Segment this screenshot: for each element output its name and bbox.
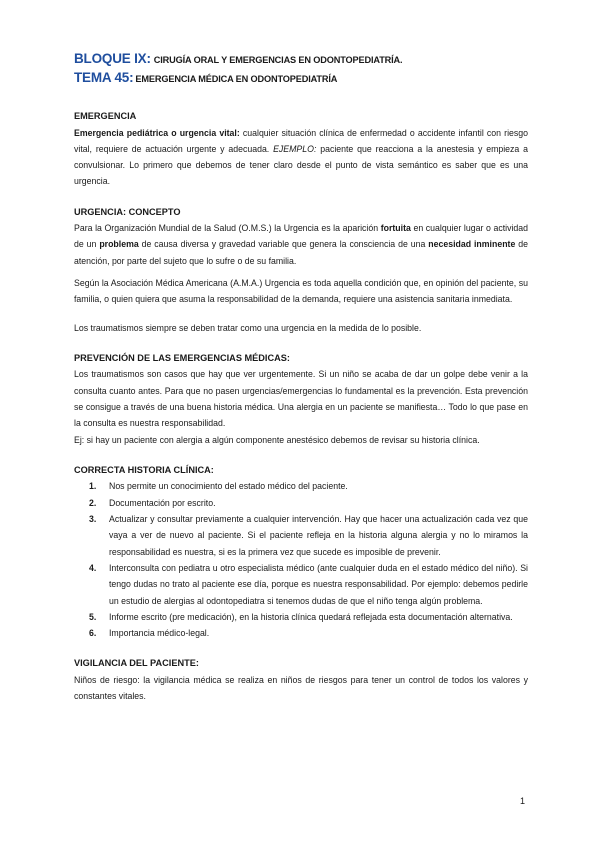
vigilancia-paragraph: Niños de riesgo: la vigilancia médica se realiza en niños de riesgos para tener un control de todos los valores y constantes vitales. — [74, 674, 528, 702]
example-label: EJEMPLO: — [273, 143, 317, 154]
urgencia-paragraph-3: Los traumatismos siempre se deben tratar como una urgencia en la medida de lo posible. — [74, 322, 422, 333]
theme-header — [74, 69, 528, 88]
list-item: 5. Informe escrito (pre medicación), en la historia clínica quedará reflejada esta documentación alternativa. — [89, 611, 513, 622]
section-title-emergencia: EMERGENCIA — [74, 111, 137, 121]
emergencia-term: Emergencia pediátrica o urgencia vital: — [74, 127, 240, 138]
prevencion-paragraph-2: Ej: si hay un paciente con alergia a algún componente anestésico debemos de revisar su historia clínica. — [74, 434, 480, 445]
historia-list — [74, 478, 528, 641]
urgencia-paragraph-1: Para la Organización Mundial de la Salud (O.M.S.) la Urgencia es la aparición fortuita en cualquier lugar o actividad de un problema de causa diversa y gravedad variable que genera la consciencia de una necesidad inminente de atención, por parte del sujeto que lo sufre o de su familia. — [74, 223, 529, 266]
page-number: 1 — [520, 796, 526, 806]
emergencia-paragraph: Emergencia pediátrica o urgencia vital: cualquier situación clínica de enfermedad o accidente infantil con riesgo vital, requiere de actuación urgente y adecuada. EJEMPLO: paciente que reacciona a la anestesia y empieza a convulsionar. Lo primero que debemos de tener claro desde el punto de vista semántico es saber que es una urgencia. — [74, 127, 528, 187]
urgencia-paragraph-2: Según la Asociación Médica Americana (A.M.A.) Urgencia es toda aquella condición que, en opinión del paciente, su familia, o quien quiera que asuma la responsabilidad de la demanda, requiere una asistencia sanitaria inmediata. — [74, 278, 528, 305]
theme-key: TEMA 45: — [74, 70, 134, 85]
section-title-prevencion: PREVENCIÓN DE LAS EMERGENCIAS MÉDICAS: — [74, 352, 290, 363]
section-title-historia: CORRECTA HISTORIA CLÍNICA: — [74, 464, 214, 475]
list-item: 3. Actualizar y consultar previamente a cualquier intervención. Hay que hacer una actualización cada vez que vaya a ver de nuevo al paciente. Si el paciente refleja en la historia alguna alergia y no lo miramos la responsabilidad es nuestra, si es la primera vez que sucede es imposible de prevenir. — [89, 514, 528, 557]
block-key: BLOQUE IX: — [74, 51, 151, 66]
theme-title: EMERGENCIA MÉDICA EN ODONTOPEDIATRÍA — [135, 74, 338, 84]
prevencion-paragraph-1: Los traumatismos son casos que hay que ver urgentemente. Si un niño se acaba de dar un golpe debe venir a la consulta cuanto antes. Para que no pasen urgencias/emergencias lo fundamental es la prevención. Esta prevención se consigue a través de una buena historia médica. Una alergia en un paciente se manifiesta… Todo lo que pase en la consulta es nuestra responsabilidad. — [74, 369, 528, 429]
page-content — [74, 50, 528, 705]
list-item: 1. Nos permite un conocimiento del estado médico del paciente. — [89, 481, 348, 492]
section-title-urgencia: URGENCIA: CONCEPTO — [74, 206, 181, 217]
section-title-vigilancia: VIGILANCIA DEL PACIENTE: — [74, 658, 199, 669]
block-header — [74, 50, 528, 69]
list-item: 2. Documentación por escrito. — [89, 497, 216, 508]
list-item: 4. Interconsulta con pediatra u otro especialista médico (ante cualquier duda en el estado médico del niño). Si tengo dudas no trato al paciente ese día, porque es nuestra responsabilidad. Por ejemplo: debemos pedirle un estudio de alergias al odontopediatra si tenemos dudas de que el niño tenga algún problema. — [89, 562, 528, 606]
list-item: 6. Importancia médico-legal. — [89, 628, 210, 639]
block-title: CIRUGÍA ORAL Y EMERGENCIAS EN ODONTOPEDIATRÍA. — [153, 55, 403, 65]
